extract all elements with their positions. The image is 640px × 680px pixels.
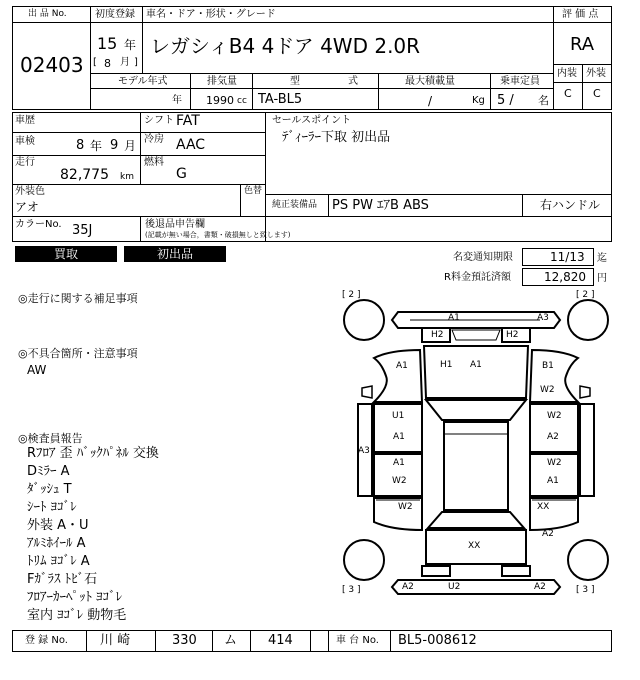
damage-mark: U2: [448, 582, 461, 592]
damage-mark: H2: [431, 330, 444, 340]
displacement-unit: cc: [237, 96, 247, 106]
first-reg-month: 8: [104, 57, 111, 70]
defects: AW: [27, 363, 47, 377]
inspection-year: 8: [76, 138, 85, 153]
interior-grade: C: [564, 87, 572, 100]
damage-mark: W2: [547, 458, 562, 468]
first-reg-month-close: ]: [134, 57, 138, 68]
equipment: PS PW ｴｱB ABS: [332, 198, 429, 213]
model-year-label: モデル年式: [118, 76, 168, 87]
reg-number: 414: [268, 633, 293, 648]
mileage-label: 走行: [15, 157, 35, 168]
first-reg-label: 初度登録: [95, 9, 135, 20]
color-no-label: カラーNo.: [15, 219, 62, 230]
corner-label-br: [ 3 ]: [576, 585, 595, 595]
reg-area: 川 崎: [100, 633, 131, 648]
corner-label-tl: [ 2 ]: [342, 290, 361, 300]
first-reg-month-unit: 月: [120, 57, 130, 68]
lot-no-label: 出 品 No.: [28, 9, 67, 19]
driving-notes-title: ◎走行に関する補足事項: [18, 292, 138, 305]
damage-mark: A2: [534, 582, 546, 592]
first-reg-year-unit: 年: [124, 38, 137, 52]
type-label: 型: [290, 76, 300, 87]
damage-mark: A1: [448, 313, 460, 323]
inspector-title: ◎検査員報告: [18, 432, 83, 445]
damage-mark: W2: [547, 411, 562, 421]
history-label: 車歴: [15, 115, 35, 126]
aftermarket-label: 後退品申告欄: [145, 219, 205, 230]
recycle-fee: 12,820: [544, 270, 586, 284]
damage-mark: A2: [542, 529, 554, 539]
name-change-unit: 迄: [597, 253, 607, 264]
interior-label: 内装: [557, 68, 577, 79]
aftermarket-note: (記載が無い場合，書類・破損無しと致します): [145, 231, 291, 239]
inspection-label: 車検: [15, 136, 35, 147]
name-change: 11/13: [550, 250, 585, 264]
type-label-2: 式: [348, 76, 358, 87]
first-listing-badge: 初出品: [124, 246, 226, 262]
max-load-sep: /: [428, 94, 433, 108]
shift: FAT: [176, 113, 200, 129]
damage-mark: W2: [540, 385, 555, 395]
first-reg-year: 15: [97, 34, 118, 53]
reg-class-no: 330: [172, 633, 197, 648]
shift-label: シフト: [144, 115, 174, 126]
equipment-label: 純正装備品: [272, 200, 318, 210]
damage-mark: U1: [392, 411, 405, 421]
damage-mark: A1: [470, 360, 482, 370]
name-change-label: 名変通知期限: [453, 252, 513, 263]
inspection-month-unit: 月: [124, 139, 137, 153]
damage-mark: A1: [393, 458, 405, 468]
fuel-label: 燃料: [144, 157, 164, 168]
inspector-line: 室内 ﾖｺﾞﾚ 動物毛: [27, 608, 127, 623]
chassis-label: 車 台 No.: [336, 635, 379, 646]
corner-label-tr: [ 2 ]: [576, 290, 595, 300]
ac: AAC: [176, 137, 206, 153]
damage-mark: A1: [396, 361, 408, 371]
inspector-line: ﾄﾘﾑ ﾖｺﾞﾚ A: [27, 554, 90, 569]
capacity: 5 /: [497, 93, 514, 108]
ext-color: アオ: [15, 200, 39, 214]
displacement: 1990: [206, 94, 234, 107]
damage-mark: A2: [547, 432, 559, 442]
displacement-label: 排気量: [207, 76, 237, 87]
ext-color-label: 外装色: [15, 186, 45, 197]
mileage-unit: km: [120, 172, 134, 182]
damage-mark: A2: [402, 582, 414, 592]
color-change-label: 色替: [244, 186, 263, 196]
inspector-line: Rﾌﾛｱ 歪 ﾊﾞｯｸﾊﾟﾈﾙ 交換: [27, 446, 159, 461]
reg-kana: ム: [224, 633, 238, 648]
inspector-line: ﾌﾛｱｰｶｰﾍﾟｯﾄ ﾖｺﾞﾚ: [27, 590, 123, 605]
inspector-line: ﾀﾞｯｼｭ T: [27, 482, 72, 497]
damage-mark: XX: [468, 541, 481, 551]
model-type: TA-BL5: [258, 92, 303, 107]
inspector-line: Fｶﾞﾗｽ ﾄﾋﾞ石: [27, 572, 98, 587]
damage-mark: B1: [542, 361, 554, 371]
damage-mark: W2: [392, 476, 407, 486]
damage-mark: W2: [398, 502, 413, 512]
fuel: G: [176, 166, 187, 182]
corner-label-bl: [ 3 ]: [342, 585, 361, 595]
damage-mark: H2: [506, 330, 519, 340]
recycle-label: R料金預託済額: [444, 272, 511, 283]
defects-title: ◎不具合箇所・注意事項: [18, 347, 138, 360]
car-name: レガシィB4 4ドア 4WD 2.0R: [150, 34, 421, 58]
damage-mark: A3: [358, 446, 370, 456]
sales-point-label: セールスポイント: [272, 115, 352, 126]
damage-mark: A1: [547, 476, 559, 486]
ac-label: 冷房: [144, 134, 164, 145]
car-damage-diagram: [340, 290, 612, 600]
inspection-year-unit: 年: [90, 139, 103, 153]
inspection-month: 9: [110, 138, 119, 153]
inspector-line: ｼｰﾄ ﾖｺﾞﾚ: [27, 500, 77, 515]
damage-mark: A1: [393, 432, 405, 442]
recycle-unit: 円: [597, 273, 607, 284]
capacity-label: 乗車定員: [500, 76, 540, 87]
damage-mark: XX: [537, 502, 550, 512]
max-load-label: 最大積載量: [405, 76, 455, 87]
max-load-unit: Kg: [472, 95, 485, 106]
model-year-unit: 年: [172, 95, 182, 106]
car-outline-graphic: [340, 290, 612, 600]
first-reg-month-open: [: [93, 57, 97, 68]
steering: 右ハンドル: [540, 198, 601, 212]
rating: RA: [570, 34, 595, 55]
inspector-line: ｱﾙﾐﾎｲｰﾙ A: [27, 536, 86, 551]
chassis-no: BL5-008612: [398, 633, 477, 648]
sales-point: ﾃﾞｨｰﾗｰ下取 初出品: [282, 130, 391, 145]
car-name-label: 車名・ドア・形状・グレード: [146, 9, 276, 20]
rating-label: 評 価 点: [562, 9, 599, 20]
capacity-unit: 名: [538, 94, 549, 107]
purchase-badge: 買取: [15, 246, 117, 262]
reg-no-label: 登 録 No.: [25, 635, 68, 646]
damage-mark: H1: [440, 360, 453, 370]
lot-no: 02403: [20, 53, 84, 77]
damage-mark: A3: [537, 313, 549, 323]
exterior-grade: C: [593, 87, 601, 100]
exterior-label: 外装: [586, 68, 606, 79]
mileage: 82,775: [60, 167, 109, 183]
inspector-line: Dﾐﾗｰ A: [27, 464, 70, 479]
color-no: 35J: [72, 223, 93, 238]
inspector-line: 外装 A・U: [27, 518, 89, 533]
